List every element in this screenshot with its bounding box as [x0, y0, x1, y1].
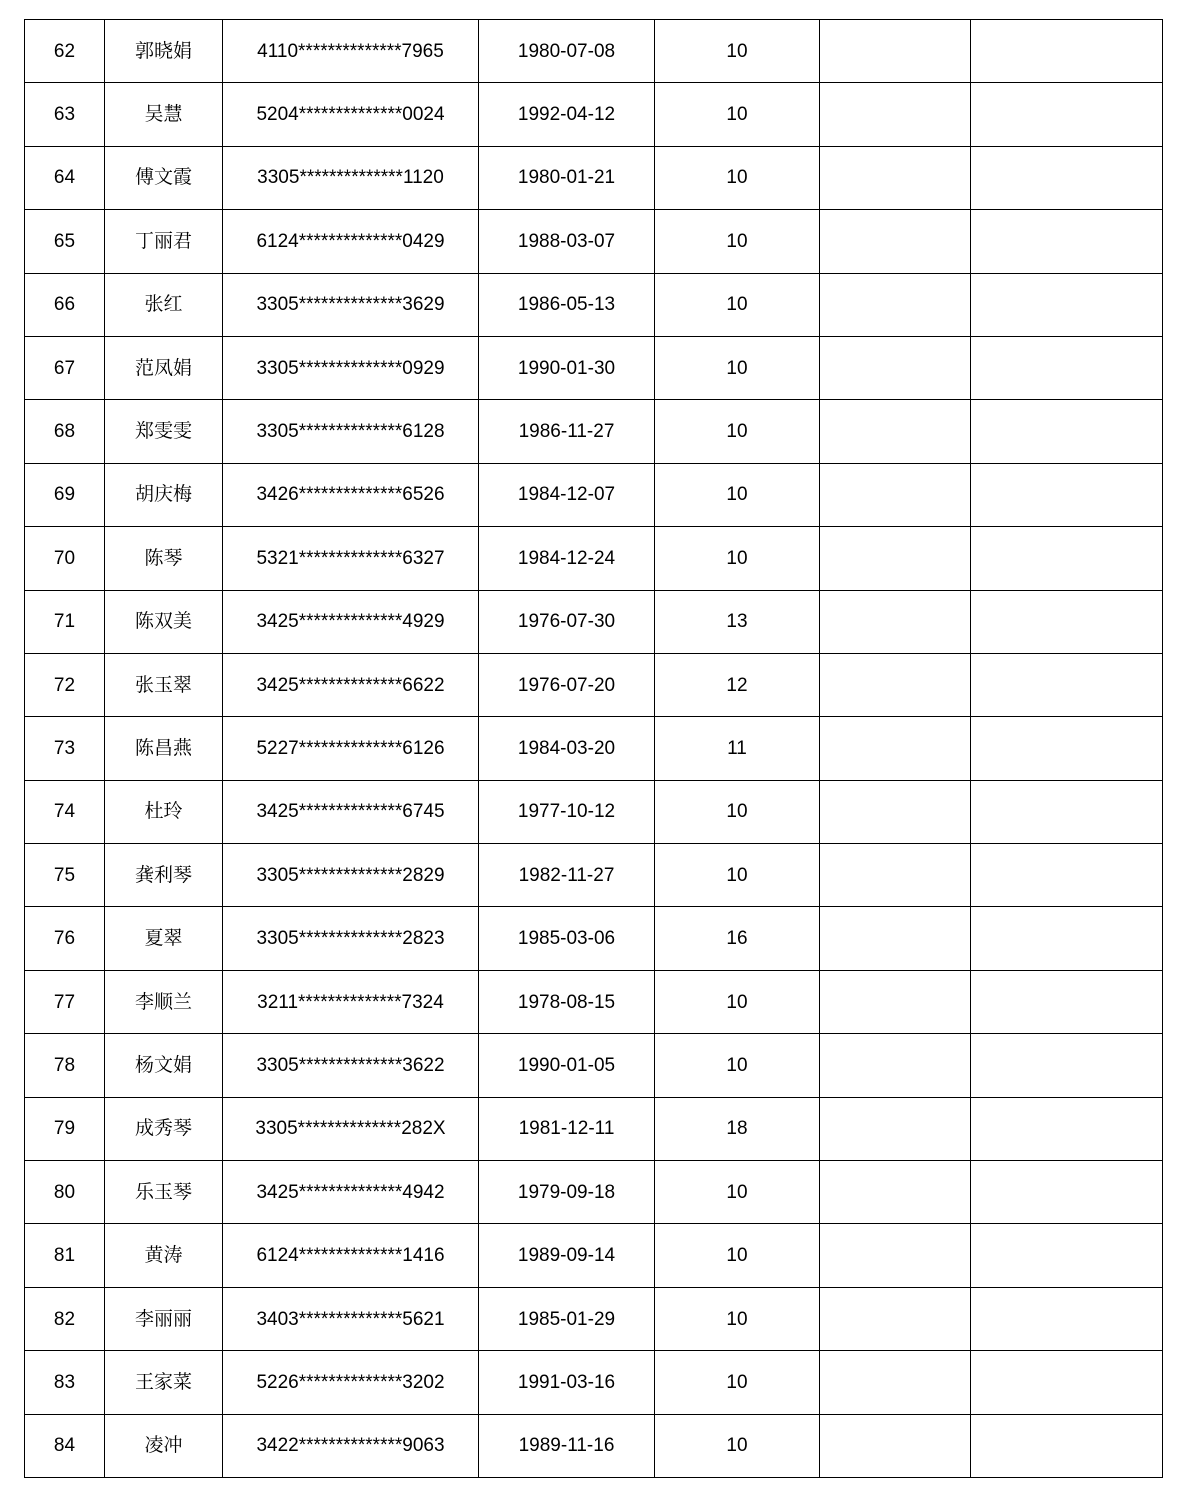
- birth-date-cell: 1991-03-16: [479, 1351, 655, 1414]
- id-number-cell: 4110**************7965: [223, 20, 479, 83]
- id-number-cell: 5204**************0024: [223, 83, 479, 146]
- blank-cell: [971, 146, 1163, 209]
- blank-cell: [820, 780, 971, 843]
- person-name-cell: 黄涛: [105, 1224, 223, 1287]
- id-number-cell: 3305**************3622: [223, 1034, 479, 1097]
- blank-cell: [971, 653, 1163, 716]
- blank-cell: [971, 273, 1163, 336]
- person-name-cell: 陈双美: [105, 590, 223, 653]
- person-name-cell: 胡庆梅: [105, 463, 223, 526]
- person-name-cell: 王家菜: [105, 1351, 223, 1414]
- table-row: [25, 780, 1163, 843]
- row-number-cell: 70: [25, 527, 105, 590]
- person-name-cell: 张玉翠: [105, 653, 223, 716]
- id-number-cell: 5226**************3202: [223, 1351, 479, 1414]
- person-name-cell: 夏翠: [105, 907, 223, 970]
- blank-cell: [820, 590, 971, 653]
- id-number-cell: 3425**************4929: [223, 590, 479, 653]
- birth-date-cell: 1984-03-20: [479, 717, 655, 780]
- birth-date-cell: 1988-03-07: [479, 210, 655, 273]
- row-number-cell: 84: [25, 1414, 105, 1477]
- blank-cell: [820, 653, 971, 716]
- table-row: [25, 717, 1163, 780]
- birth-date-cell: 1990-01-30: [479, 336, 655, 399]
- birth-date-cell: 1976-07-30: [479, 590, 655, 653]
- id-number-cell: 3211**************7324: [223, 970, 479, 1033]
- table-row: [25, 527, 1163, 590]
- row-number-cell: 72: [25, 653, 105, 716]
- blank-cell: [971, 210, 1163, 273]
- id-number-cell: 5227**************6126: [223, 717, 479, 780]
- row-number-cell: 62: [25, 20, 105, 83]
- blank-cell: [971, 1034, 1163, 1097]
- value-cell: 10: [655, 527, 820, 590]
- table-row: [25, 907, 1163, 970]
- table-row: [25, 273, 1163, 336]
- blank-cell: [971, 20, 1163, 83]
- value-cell: 10: [655, 844, 820, 907]
- birth-date-cell: 1980-07-08: [479, 20, 655, 83]
- birth-date-cell: 1986-11-27: [479, 400, 655, 463]
- birth-date-cell: 1989-09-14: [479, 1224, 655, 1287]
- person-name-cell: 范凤娟: [105, 336, 223, 399]
- id-number-cell: 3425**************4942: [223, 1161, 479, 1224]
- id-number-cell: 6124**************1416: [223, 1224, 479, 1287]
- value-cell: 10: [655, 83, 820, 146]
- value-cell: 10: [655, 400, 820, 463]
- table-row: [25, 844, 1163, 907]
- row-number-cell: 76: [25, 907, 105, 970]
- table-row: [25, 83, 1163, 146]
- person-name-cell: 李顺兰: [105, 970, 223, 1033]
- person-name-cell: 丁丽君: [105, 210, 223, 273]
- blank-cell: [820, 527, 971, 590]
- blank-cell: [971, 780, 1163, 843]
- birth-date-cell: 1986-05-13: [479, 273, 655, 336]
- id-number-cell: 3305**************1120: [223, 146, 479, 209]
- id-number-cell: 3422**************9063: [223, 1414, 479, 1477]
- table-row: [25, 1351, 1163, 1414]
- value-cell: 10: [655, 1161, 820, 1224]
- blank-cell: [820, 1287, 971, 1350]
- id-number-cell: 6124**************0429: [223, 210, 479, 273]
- blank-cell: [820, 273, 971, 336]
- table-row: [25, 1161, 1163, 1224]
- blank-cell: [971, 400, 1163, 463]
- birth-date-cell: 1984-12-24: [479, 527, 655, 590]
- table-row: [25, 590, 1163, 653]
- blank-cell: [820, 1351, 971, 1414]
- row-number-cell: 66: [25, 273, 105, 336]
- birth-date-cell: 1977-10-12: [479, 780, 655, 843]
- blank-cell: [971, 970, 1163, 1033]
- blank-cell: [820, 970, 971, 1033]
- blank-cell: [820, 1161, 971, 1224]
- birth-date-cell: 1985-01-29: [479, 1287, 655, 1350]
- blank-cell: [820, 1414, 971, 1477]
- value-cell: 16: [655, 907, 820, 970]
- table-row: [25, 146, 1163, 209]
- id-number-cell: 3305**************0929: [223, 336, 479, 399]
- id-number-cell: 3305**************282X: [223, 1097, 479, 1160]
- person-name-cell: 成秀琴: [105, 1097, 223, 1160]
- person-name-cell: 杜玲: [105, 780, 223, 843]
- table-row: [25, 653, 1163, 716]
- person-name-cell: 凌冲: [105, 1414, 223, 1477]
- row-number-cell: 78: [25, 1034, 105, 1097]
- value-cell: 10: [655, 210, 820, 273]
- person-name-cell: 郭晓娟: [105, 20, 223, 83]
- blank-cell: [820, 20, 971, 83]
- row-number-cell: 80: [25, 1161, 105, 1224]
- blank-cell: [971, 1414, 1163, 1477]
- birth-date-cell: 1992-04-12: [479, 83, 655, 146]
- birth-date-cell: 1990-01-05: [479, 1034, 655, 1097]
- roster-table: [24, 19, 1163, 1478]
- row-number-cell: 75: [25, 844, 105, 907]
- birth-date-cell: 1982-11-27: [479, 844, 655, 907]
- birth-date-cell: 1979-09-18: [479, 1161, 655, 1224]
- value-cell: 10: [655, 970, 820, 1033]
- row-number-cell: 77: [25, 970, 105, 1033]
- value-cell: 12: [655, 653, 820, 716]
- person-name-cell: 郑雯雯: [105, 400, 223, 463]
- blank-cell: [820, 717, 971, 780]
- birth-date-cell: 1985-03-06: [479, 907, 655, 970]
- value-cell: 10: [655, 780, 820, 843]
- birth-date-cell: 1989-11-16: [479, 1414, 655, 1477]
- row-number-cell: 81: [25, 1224, 105, 1287]
- blank-cell: [971, 844, 1163, 907]
- row-number-cell: 68: [25, 400, 105, 463]
- blank-cell: [820, 146, 971, 209]
- value-cell: 10: [655, 463, 820, 526]
- row-number-cell: 82: [25, 1287, 105, 1350]
- blank-cell: [971, 83, 1163, 146]
- table-row: [25, 20, 1163, 83]
- person-name-cell: 陈昌燕: [105, 717, 223, 780]
- value-cell: 11: [655, 717, 820, 780]
- value-cell: 10: [655, 1034, 820, 1097]
- table-row: [25, 1034, 1163, 1097]
- blank-cell: [820, 844, 971, 907]
- blank-cell: [820, 336, 971, 399]
- value-cell: 10: [655, 336, 820, 399]
- id-number-cell: 3305**************3629: [223, 273, 479, 336]
- person-name-cell: 乐玉琴: [105, 1161, 223, 1224]
- blank-cell: [820, 907, 971, 970]
- table-row: [25, 463, 1163, 526]
- row-number-cell: 64: [25, 146, 105, 209]
- value-cell: 13: [655, 590, 820, 653]
- id-number-cell: 3305**************2823: [223, 907, 479, 970]
- id-number-cell: 3305**************6128: [223, 400, 479, 463]
- row-number-cell: 67: [25, 336, 105, 399]
- blank-cell: [820, 463, 971, 526]
- person-name-cell: 杨文娟: [105, 1034, 223, 1097]
- blank-cell: [971, 1351, 1163, 1414]
- birth-date-cell: 1976-07-20: [479, 653, 655, 716]
- blank-cell: [820, 1034, 971, 1097]
- row-number-cell: 69: [25, 463, 105, 526]
- table-row: [25, 336, 1163, 399]
- roster-body: [25, 20, 1163, 1478]
- row-number-cell: 79: [25, 1097, 105, 1160]
- person-name-cell: 龚利琴: [105, 844, 223, 907]
- table-row: [25, 1287, 1163, 1350]
- blank-cell: [971, 717, 1163, 780]
- row-number-cell: 63: [25, 83, 105, 146]
- person-name-cell: 傅文霞: [105, 146, 223, 209]
- blank-cell: [971, 527, 1163, 590]
- id-number-cell: 5321**************6327: [223, 527, 479, 590]
- row-number-cell: 71: [25, 590, 105, 653]
- blank-cell: [820, 83, 971, 146]
- value-cell: 10: [655, 1224, 820, 1287]
- id-number-cell: 3305**************2829: [223, 844, 479, 907]
- value-cell: 10: [655, 146, 820, 209]
- blank-cell: [971, 336, 1163, 399]
- row-number-cell: 74: [25, 780, 105, 843]
- blank-cell: [971, 907, 1163, 970]
- blank-cell: [820, 1097, 971, 1160]
- table-row: [25, 970, 1163, 1033]
- id-number-cell: 3403**************5621: [223, 1287, 479, 1350]
- value-cell: 10: [655, 20, 820, 83]
- value-cell: 10: [655, 273, 820, 336]
- blank-cell: [971, 590, 1163, 653]
- blank-cell: [971, 463, 1163, 526]
- birth-date-cell: 1978-08-15: [479, 970, 655, 1033]
- value-cell: 10: [655, 1287, 820, 1350]
- row-number-cell: 65: [25, 210, 105, 273]
- person-name-cell: 陈琴: [105, 527, 223, 590]
- id-number-cell: 3425**************6745: [223, 780, 479, 843]
- table-row: [25, 210, 1163, 273]
- id-number-cell: 3425**************6622: [223, 653, 479, 716]
- blank-cell: [820, 210, 971, 273]
- table-row: [25, 400, 1163, 463]
- birth-date-cell: 1980-01-21: [479, 146, 655, 209]
- blank-cell: [971, 1097, 1163, 1160]
- value-cell: 18: [655, 1097, 820, 1160]
- person-name-cell: 吴慧: [105, 83, 223, 146]
- row-number-cell: 73: [25, 717, 105, 780]
- table-row: [25, 1224, 1163, 1287]
- blank-cell: [820, 400, 971, 463]
- person-name-cell: 李丽丽: [105, 1287, 223, 1350]
- table-row: [25, 1097, 1163, 1160]
- blank-cell: [971, 1224, 1163, 1287]
- value-cell: 10: [655, 1414, 820, 1477]
- blank-cell: [820, 1224, 971, 1287]
- table-row: [25, 1414, 1163, 1477]
- id-number-cell: 3426**************6526: [223, 463, 479, 526]
- blank-cell: [971, 1161, 1163, 1224]
- birth-date-cell: 1984-12-07: [479, 463, 655, 526]
- row-number-cell: 83: [25, 1351, 105, 1414]
- blank-cell: [971, 1287, 1163, 1350]
- value-cell: 10: [655, 1351, 820, 1414]
- person-name-cell: 张红: [105, 273, 223, 336]
- birth-date-cell: 1981-12-11: [479, 1097, 655, 1160]
